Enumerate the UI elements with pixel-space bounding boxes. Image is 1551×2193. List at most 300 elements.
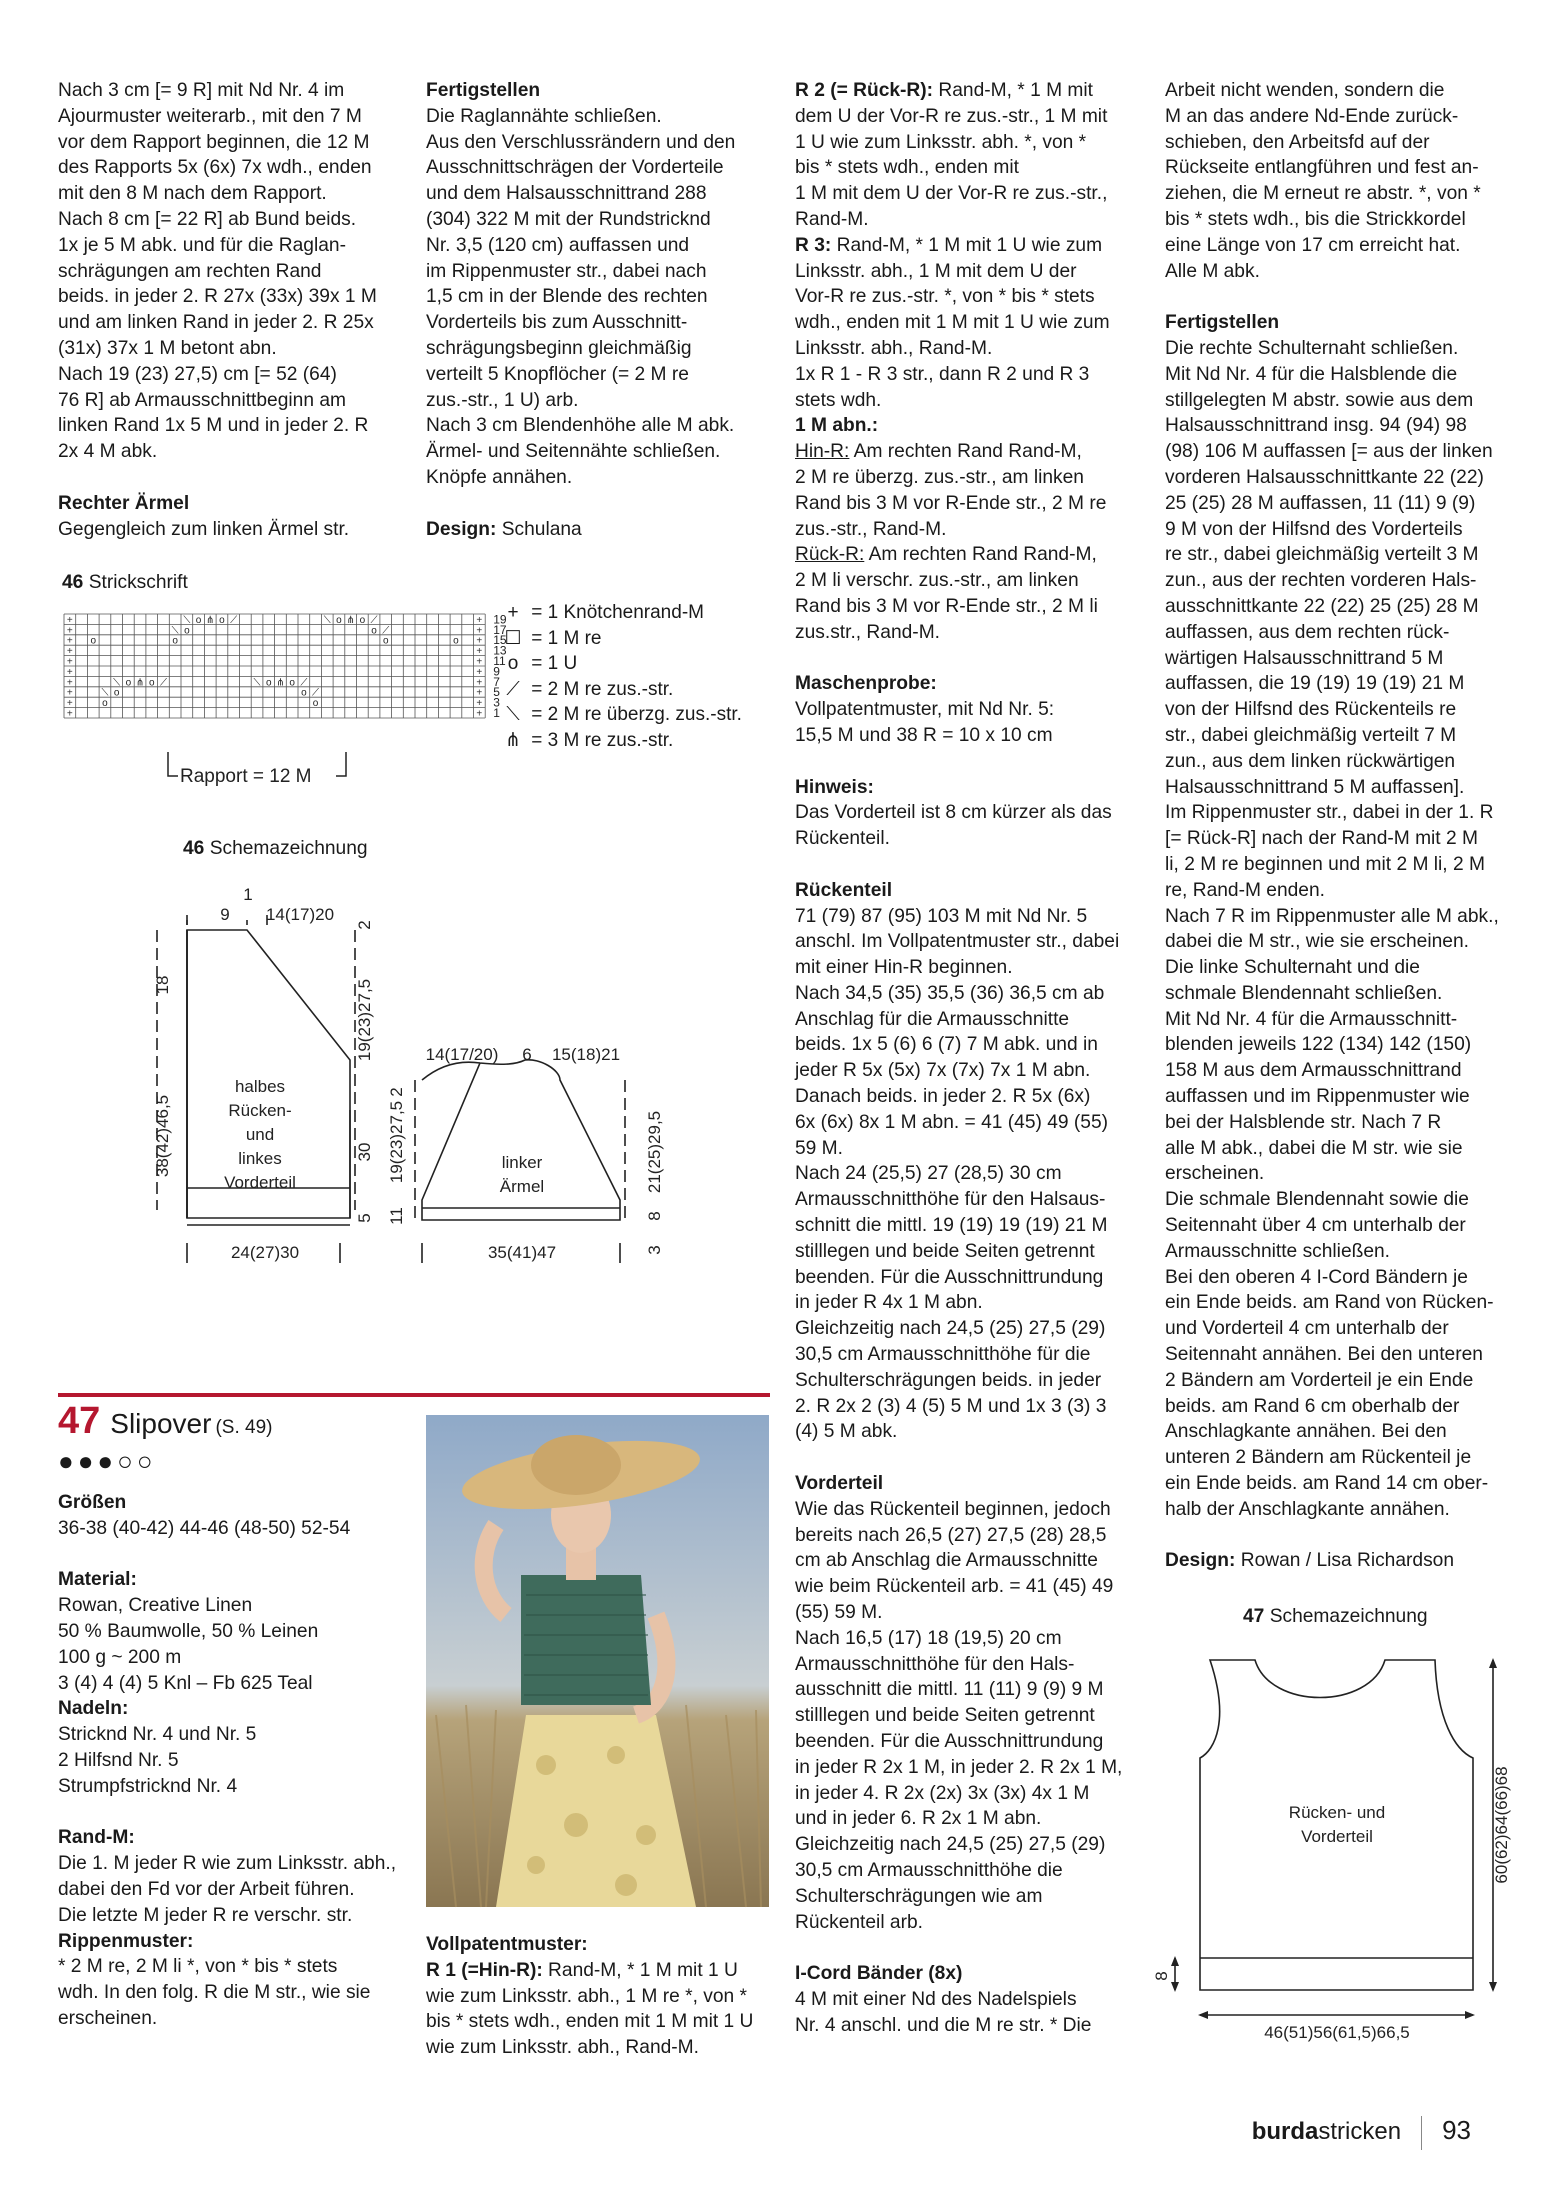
text-line: schrägungsbeginn gleichmäßig — [426, 337, 692, 359]
legend-item: + = 1 Knötchenrand-M — [507, 602, 704, 623]
model47-title — [58, 1400, 272, 1443]
text-line: jeder R 5x (5x) 7x (7x) 7x 1 M abn. — [795, 1060, 1091, 1082]
text-line: 2 M re überzg. zus.-str., am linken — [795, 466, 1084, 488]
chart-stitch-symbol: ⟋ — [382, 625, 390, 637]
text-line: Gleichzeitig nach 24,5 (25) 27,5 (29) — [795, 1834, 1106, 1856]
chart-stitch-symbol: o — [125, 677, 132, 689]
text-line: Nach 3 cm [= 9 R] mit Nd Nr. 4 im — [58, 80, 345, 101]
text-line: auffassen und im Rippenmuster wie — [1165, 1086, 1470, 1108]
vollpatent-line: wie zum Linksstr. abh., Rand-M. — [426, 2037, 699, 2059]
chart-row-number: 19 — [493, 612, 507, 627]
text-line: 100 g ~ 200 m — [58, 1646, 182, 1668]
text-line: Vorderteils bis zum Ausschnitt- — [426, 312, 688, 334]
chart-stitch-symbol: o — [336, 614, 342, 626]
text-line: bis * stets wdh., bis die Strickkordel — [1165, 208, 1466, 230]
section-heading: Rand-M: — [58, 1827, 135, 1849]
schema47-drawing — [1152, 1640, 1515, 2060]
chart-stitch-symbol: o — [184, 625, 190, 637]
text-line: Nach 8 cm [= 22 R] ab Bund beids. — [58, 208, 357, 230]
body-dim-right-bottom: 5 — [355, 1213, 374, 1223]
text-line: M an das andere Nd-Ende zurück- — [1165, 105, 1459, 127]
section-heading: Rippenmuster: — [58, 1930, 194, 1952]
chart-row-number: 17 — [493, 622, 507, 637]
legend-item: ⋔ = 3 M re zus.-str. — [505, 729, 674, 751]
text-line: schieben, den Arbeitsfd auf der — [1165, 131, 1430, 153]
schema46-drawing — [140, 880, 740, 1320]
vollpatent-heading: Vollpatentmuster: — [426, 1934, 588, 1955]
text-line: Armausschnitte schließen. — [1165, 1240, 1391, 1262]
text-line: stilllegen und beide Seiten getrennt — [795, 1240, 1095, 1262]
text-line: Aus den Verschlussrändern und den — [426, 131, 736, 153]
text-line: ausschnitt die mittl. 11 (11) 9 (9) 9 M — [795, 1679, 1104, 1701]
text-line: schrägungen am rechten Rand — [58, 260, 322, 282]
body-dim-left-upper: 18 — [153, 975, 172, 995]
chart-stitch-symbol: o — [382, 635, 389, 647]
text-line: ein Ende beids. am Rand 14 cm ober- — [1165, 1473, 1489, 1495]
body-dim-right-top: 2 — [355, 920, 374, 930]
text-line: Vollpatentmuster, mit Nd Nr. 5: — [795, 699, 1055, 721]
text-line: in jeder 4. R 2x (2x) 3x (3x) 4x 1 M — [795, 1782, 1090, 1804]
text-line: Seitennaht annähen. Bei den unteren — [1165, 1344, 1483, 1366]
text-line: Nach 3 cm Blendenhöhe alle M abk. — [426, 415, 735, 437]
text-line: unteren 2 Bändern am Rückenteil je — [1165, 1447, 1472, 1469]
text-line: ziehen, die M erneut re abstr. *, von * — [1165, 183, 1481, 205]
text-line: und in jeder 6. R 2x 1 M abn. — [795, 1808, 1042, 1830]
difficulty-dots: ●●●○○ — [58, 1446, 157, 1476]
sleeve-dim-top-right: 15(18)21 — [551, 1045, 621, 1064]
chart-stitch-symbol: o — [195, 614, 202, 626]
schema47-title: 47 Schemazeichnung — [1243, 1606, 1428, 1627]
text-line: Nach 16,5 (17) 18 (19,5) 20 cm — [795, 1627, 1062, 1649]
text-line: stilllegen und beide Seiten getrennt — [795, 1705, 1095, 1727]
maschenprobe-heading: Maschenprobe: — [795, 673, 937, 695]
text-line: anschl. Im Vollpatentmuster str., dabei — [795, 931, 1120, 953]
text-line: wdh. In den folg. R die M str., wie sie — [58, 1982, 371, 2004]
text-line: 71 (79) 87 (95) 103 M mit Nd Nr. 5 — [795, 905, 1088, 927]
text-line: 4 M mit einer Nd des Nadelspiels — [795, 1988, 1077, 2010]
abn-heading: 1 M abn.: — [795, 415, 879, 437]
text-line: auffassen, aus dem rechten rück- — [1165, 621, 1450, 643]
rueck-line: Rück-R: Am rechten Rand Rand-M, — [795, 544, 1097, 566]
chart-stitch-symbol: ⟍ — [323, 614, 331, 626]
text-line: 59 M. — [795, 1137, 843, 1159]
chart-edge-symbol: + — [476, 625, 483, 637]
text-line: 2 Hilfsnd Nr. 5 — [58, 1749, 179, 1771]
model-page-ref: (S. 49) — [215, 1417, 273, 1438]
chart-stitch-symbol: ⟋ — [300, 677, 308, 689]
chart-stitch-symbol: o — [312, 698, 319, 710]
text-line: Nach 24 (25,5) 27 (28,5) 30 cm — [795, 1163, 1062, 1185]
vorderteil-heading: Vorderteil — [795, 1473, 884, 1495]
chart-stitch-symbol: o — [219, 614, 225, 626]
text-line: wärtigen Halsausschnittrand 5 M — [1165, 647, 1444, 669]
section-heading: Größen — [58, 1492, 127, 1513]
text-line: verteilt 5 Knopflöcher (= 2 M re — [426, 363, 689, 385]
chart-stitch-symbol: ⋔ — [135, 677, 145, 689]
text-line: (4) 5 M abk. — [795, 1421, 898, 1443]
text-line: beids. in jeder 2. R 27x (33x) 39x 1 M — [58, 286, 377, 308]
text-line: beids. am Rand 6 cm oberhalb der — [1165, 1395, 1460, 1417]
text-line: von der Hilfsnd des Rückenteils re — [1165, 699, 1457, 721]
text-line: und Vorderteil 4 cm unterhalb der — [1165, 1318, 1449, 1340]
text-line: Armausschnitthöhe für den Halsaus- — [795, 1189, 1106, 1211]
text-line: dabei die M str., wie sie erscheinen. — [1165, 931, 1469, 953]
text-line: Alle M abk. — [1165, 260, 1260, 282]
text-line: Ärmel- und Seitennähte schließen. — [426, 441, 721, 463]
chart-edge-symbol: + — [66, 698, 73, 710]
chart-edge-symbol: + — [476, 698, 483, 710]
chart-stitch-symbol: o — [301, 687, 307, 699]
chart-stitch-symbol: ⟍ — [171, 625, 179, 637]
text-line: 1x je 5 M abk. und für die Raglan- — [58, 234, 346, 256]
body-dim-right-upper: 19(23)27,5 — [355, 978, 374, 1062]
text-line: cm ab Anschlag die Armausschnitte — [795, 1550, 1098, 1572]
chart-stitch-symbol: ⟍ — [101, 687, 109, 699]
text-line: stillgelegten M abstr. sowie aus dem — [1165, 389, 1474, 411]
chart-edge-symbol: + — [66, 666, 73, 678]
text-line: mit den 8 M nach dem Rapport. — [58, 183, 327, 205]
text-line: Die linke Schulternaht und die — [1165, 957, 1420, 979]
rechter-aermel-heading: Rechter Ärmel — [58, 492, 190, 514]
chart-edge-symbol: + — [66, 656, 73, 668]
chart-stitch-symbol: o — [371, 625, 377, 637]
rapport-label: Rapport = 12 M — [180, 766, 312, 787]
sleeve-dim-bottom: 35(41)47 — [487, 1243, 557, 1262]
text-line: Mit Nd Nr. 4 für die Halsblende die — [1165, 363, 1458, 385]
text-line: re, Rand-M enden. — [1165, 879, 1325, 901]
text-line: Rand bis 3 M vor R-Ende str., 2 M re — [795, 492, 1107, 514]
footer-brand: burda — [1251, 2118, 1319, 2145]
text-line: 76 R] ab Armausschnittbeginn am — [58, 389, 346, 411]
section-heading: Material: — [58, 1569, 137, 1591]
strickschrift-legend — [500, 600, 742, 754]
col2-top-lines — [426, 104, 776, 491]
chart-stitch-symbol: o — [148, 677, 155, 689]
text-line: Wie das Rückenteil beginnen, jedoch — [795, 1498, 1111, 1520]
col2-bottom — [426, 1932, 776, 2061]
text-line: Nr. 3,5 (120 cm) auffassen und — [426, 234, 690, 256]
col1-bottom — [58, 1490, 398, 2032]
text-line: 6x (6x) 8x 1 M abn. = 41 (45) 49 (55) — [795, 1111, 1109, 1133]
footer-separator — [1421, 2116, 1422, 2150]
text-line: Strumpfstricknd Nr. 4 — [58, 1775, 238, 1797]
chart-edge-symbol: + — [66, 687, 73, 699]
body-label-2: Rücken- — [228, 1101, 292, 1120]
chart-stitch-symbol: ⋔ — [276, 677, 285, 689]
text-line: 2. R 2x 2 (3) 4 (5) 5 M und 1x 3 (3) 3 — [795, 1395, 1107, 1417]
chart-edge-symbol: + — [476, 687, 483, 699]
chart-stitch-symbol: o — [359, 614, 366, 626]
chart-row-number: 5 — [493, 685, 500, 700]
text-line: zus.-str., Rand-M. — [795, 518, 947, 540]
rapport-marker — [160, 752, 380, 792]
text-line: bei der Halsblende str. Nach 7 R — [1165, 1111, 1442, 1133]
text-line: beids. 1x 5 (6) 6 (7) 7 M abk. und in — [795, 1034, 1098, 1056]
text-line: 2x 4 M abk. — [58, 441, 158, 463]
chart-edge-symbol: + — [476, 708, 483, 720]
chart-stitch-symbol: ⟋ — [159, 677, 167, 689]
section-heading: Nadeln: — [58, 1698, 129, 1720]
body-dim-right-mid: 30 — [355, 1142, 374, 1162]
text-line: li, 2 M re beginnen und mit 2 M li, 2 M — [1165, 853, 1485, 875]
model-name: Slipover — [110, 1408, 212, 1439]
schema47-dim-left: 8 — [1152, 1971, 1171, 1981]
design-schulana: Design: Schulana — [426, 518, 582, 540]
text-line: Gleichzeitig nach 24,5 (25) 27,5 (29) — [795, 1318, 1106, 1340]
text-line: des Rapports 5x (6x) 7x wdh., enden — [58, 157, 372, 179]
fertigstellen-heading-2: Fertigstellen — [1165, 312, 1280, 334]
text-line: Rückenteil. — [795, 828, 890, 850]
body-dim-top-right: 14(17)20 — [265, 905, 335, 924]
text-line: (98) 106 M auffassen [= aus der linken — [1165, 441, 1493, 463]
strickschrift-chart — [60, 610, 540, 730]
text-line: in jeder R 2x 1 M, in jeder 2. R 2x 1 M, — [795, 1756, 1123, 1778]
sleeve-label-2: Ärmel — [499, 1177, 545, 1196]
r3-line: R 3: Rand-M, * 1 M mit 1 U wie zum — [795, 234, 1103, 256]
page-number: 93 — [1442, 2115, 1471, 2145]
chart-edge-symbol: + — [476, 656, 483, 668]
text-line: zus.str., Rand-M. — [795, 621, 941, 643]
text-line: stets wdh. — [795, 389, 882, 411]
chart-row-number: 13 — [493, 643, 507, 658]
chart-stitch-symbol: o — [90, 635, 97, 647]
text-line: Die letzte M jeder R re verschr. str. — [58, 1904, 353, 1926]
text-line: dabei den Fd vor der Arbeit führen. — [58, 1878, 355, 1900]
text-line: Die Raglannähte schließen. — [426, 105, 662, 127]
text-line: Mit Nd Nr. 4 für die Armausschnitt- — [1165, 1008, 1458, 1030]
text-line: bis * stets wdh., enden mit — [795, 157, 1019, 179]
text-line: 1 U wie zum Linksstr. abh. *, von * — [795, 131, 1087, 153]
chart-edge-symbol: + — [66, 708, 73, 720]
text-line: Danach beids. in jeder 2. R 5x (6x) — [795, 1086, 1091, 1108]
text-line: dem U der Vor-R re zus.-str., 1 M mit — [795, 105, 1108, 127]
text-line: zun., aus der rechten vorderen Hals- — [1165, 570, 1477, 592]
schema47-label-1: Rücken- und — [1288, 1803, 1386, 1822]
text-line: wdh., enden mit 1 M mit 1 U wie zum — [795, 312, 1110, 334]
text-line: Ausschnittschrägen der Vorderteile — [426, 157, 724, 179]
body-dim-bottom: 24(27)30 — [230, 1243, 300, 1262]
chart-stitch-symbol: ⋔ — [206, 614, 215, 626]
r2-line: R 2 (= Rück-R): Rand-M, * 1 M mit — [795, 80, 1093, 101]
model-photo — [426, 1415, 769, 1907]
text-line: Linksstr. abh., Rand-M. — [795, 337, 993, 359]
text-line: (31x) 37x 1 M betont abn. — [58, 337, 277, 359]
footer — [1252, 2115, 1471, 2150]
sleeve-dim-top-mid: 6 — [522, 1045, 532, 1064]
legend-item: ☐ = 1 M re — [504, 627, 602, 649]
text-line: 9 M von der Hilfsnd des Vorderteils — [1165, 518, 1463, 540]
text-line: schnitt die mittl. 19 (19) 19 (19) 21 M — [795, 1215, 1108, 1237]
schema47-dim-bottom: 46(51)56(61,5)66,5 — [1264, 2023, 1410, 2042]
chart-stitch-symbol: o — [113, 687, 120, 699]
chart-stitch-symbol: ⟋ — [230, 614, 238, 626]
text-line: 1 M mit dem U der Vor-R re zus.-str., — [795, 183, 1108, 205]
text-line: 158 M aus dem Armausschnittrand — [1165, 1060, 1462, 1082]
body-dim-top-left: 9 — [220, 905, 230, 924]
chart-stitch-symbol: ⟍ — [113, 677, 121, 689]
chart-row-number: 1 — [493, 706, 500, 720]
schema47-dim-right: 60(62)64(66)68 — [1492, 1766, 1511, 1884]
text-line: Rowan, Creative Linen — [58, 1595, 253, 1617]
hinweis-heading: Hinweis: — [795, 776, 874, 798]
sleeve-dim-left-bottom: 11 — [387, 1207, 406, 1225]
chart-row-number: 3 — [493, 695, 500, 710]
section-divider — [58, 1393, 770, 1397]
text-line: ausschnittkante 22 (22) 25 (25) 28 M — [1165, 595, 1479, 617]
schema47-label-2: Vorderteil — [1301, 1827, 1373, 1846]
col1-top — [58, 78, 398, 542]
text-line: halb der Anschlagkante annähen. — [1165, 1498, 1450, 1520]
text-line: wie beim Rückenteil arb. = 41 (45) 49 — [795, 1576, 1114, 1598]
text-line: Arbeit nicht wenden, sondern die — [1165, 80, 1445, 101]
text-line: Halsausschnittrand 5 M auffassen]. — [1165, 776, 1465, 798]
vollpatent-line: wie zum Linksstr. abh., 1 M re *, von * — [426, 1985, 747, 2007]
text-line: Das Vorderteil ist 8 cm kürzer als das — [795, 802, 1112, 824]
chart-stitch-symbol: ⋔ — [346, 614, 355, 626]
footer-brand-2: stricken — [1318, 2118, 1402, 2145]
col4 — [1165, 78, 1515, 1574]
chart-row-number: 15 — [493, 633, 507, 648]
text-line: Knöpfe annähen. — [426, 466, 573, 488]
text-line: Halsausschnittrand insg. 94 (94) 98 — [1165, 415, 1467, 437]
legend-item: o = 1 U — [507, 653, 578, 675]
text-line: Nach 19 (23) 27,5) cm [= 52 (64) — [58, 363, 337, 385]
chart-stitch-symbol: o — [289, 677, 295, 689]
text-line: Rand bis 3 M vor R-Ende str., 2 M li — [795, 595, 1098, 617]
chart-stitch-symbol: ⟋ — [370, 614, 378, 626]
body-label-1: halbes — [234, 1077, 286, 1096]
chart-edge-symbol: + — [66, 646, 73, 658]
chart-stitch-symbol: ⟍ — [253, 677, 261, 689]
text-line: (55) 59 M. — [795, 1602, 883, 1624]
chart-edge-symbol: + — [66, 614, 73, 626]
strickschrift-title: 46 Strickschrift — [62, 572, 188, 593]
sleeve-dim-right-bottom: 3 — [645, 1245, 664, 1255]
text-line: blenden jeweils 122 (134) 142 (150) — [1165, 1034, 1472, 1056]
text-line: * 2 M re, 2 M li *, von * bis * stets — [58, 1956, 338, 1978]
text-line: Armausschnitthöhe für den Hals- — [795, 1653, 1075, 1675]
chart-edge-symbol: + — [476, 635, 483, 647]
icord-heading: I-Cord Bänder (8x) — [795, 1963, 963, 1985]
text-line: ein Ende beids. am Rand von Rücken- — [1165, 1292, 1494, 1314]
text-line: und dem Halsausschnittrand 288 — [426, 183, 707, 205]
text-line: Linksstr. abh., 1 M mit dem U der — [795, 260, 1077, 282]
chart-edge-symbol: + — [476, 646, 483, 658]
chart-stitch-symbol: ⟋ — [312, 687, 320, 699]
vollpatent-line: bis * stets wdh., enden mit 1 M mit 1 U — [426, 2011, 754, 2033]
chart-row-number: 7 — [493, 674, 500, 689]
sleeve-dim-right-mid: 8 — [645, 1211, 664, 1221]
text-line: 3 (4) 4 (4) 5 Knl – Fb 625 Teal — [58, 1672, 313, 1694]
body-dim-top-one: 1 — [243, 885, 253, 904]
text-line: bereits nach 26,5 (27) 27,5 (28) 28,5 — [795, 1524, 1107, 1546]
text-line: Vor-R re zus.-str. *, von * bis * stets — [795, 286, 1095, 308]
chart-edge-symbol: + — [66, 677, 73, 689]
text-line: Nr. 4 anschl. und die M re str. * Die — [795, 2014, 1092, 2036]
hin-line: Hin-R: Am rechten Rand Rand-M, — [795, 441, 1082, 463]
col1-top-lines — [58, 78, 398, 465]
text-line: 2 Bändern am Vorderteil je ein Ende — [1165, 1369, 1474, 1391]
rechter-aermel-text: Gegengleich zum linken Ärmel str. — [58, 518, 350, 540]
model-number: 47 — [58, 1400, 101, 1442]
text-line: Anschlagkante annähen. Bei den — [1165, 1421, 1447, 1443]
text-line: zus.-str., 1 U) arb. — [426, 389, 579, 411]
sleeve-dim-right-upper: 21(25)29,5 — [645, 1110, 664, 1194]
text-line: 25 (25) 28 M auffassen, 11 (11) 9 (9) — [1165, 492, 1476, 514]
text-line: 36-38 (40-42) 44-46 (48-50) 52-54 — [58, 1517, 351, 1539]
text-line: schmale Blendennaht schließen. — [1165, 982, 1443, 1004]
text-line: alle M abk., dabei die M str. wie sie — [1165, 1137, 1463, 1159]
schema46-title: 46 Schemazeichnung — [183, 838, 368, 859]
text-line: zun., aus dem linken rückwärtigen — [1165, 750, 1456, 772]
text-line: re str., dabei gleichmäßig verteilt 3 M — [1165, 544, 1479, 566]
chart-edge-symbol: + — [476, 677, 483, 689]
text-line: Ajourmuster weiterarb., mit den 7 M — [58, 105, 362, 127]
chart-row-number: 9 — [493, 664, 500, 679]
text-line: Die rechte Schulternaht schließen. — [1165, 337, 1459, 359]
text-line: in jeder R 4x 1 M abn. — [795, 1292, 983, 1314]
text-line: 1,5 cm in der Blende des rechten — [426, 286, 708, 308]
legend-item: ⟍ = 2 M re überzg. zus.-str. — [506, 704, 742, 726]
text-line: Die schmale Blendennaht sowie die — [1165, 1189, 1469, 1211]
rueckenteil-heading: Rückenteil — [795, 879, 893, 901]
legend-item: ⟋ = 2 M re zus.-str. — [506, 678, 674, 700]
sleeve-dim-left-top: 2 — [387, 1087, 406, 1097]
text-line: im Rippenmuster str., dabei nach — [426, 260, 707, 282]
sleeve-dim-top-left: 14(17/20) — [425, 1045, 499, 1064]
vollpatent-r1: R 1 (=Hin-R): Rand-M, * 1 M mit 1 U — [426, 1959, 738, 1981]
text-line: Anschlag für die Armausschnitte — [795, 1008, 1070, 1030]
chart-stitch-symbol: o — [102, 698, 108, 710]
text-line: beenden. Für die Ausschnittrundung — [795, 1266, 1104, 1288]
col2-top — [426, 78, 776, 542]
chart-stitch-symbol: o — [172, 635, 178, 647]
sleeve-label-1: linker — [501, 1153, 543, 1172]
chart-edge-symbol: + — [66, 625, 73, 637]
chart-edge-symbol: + — [476, 614, 483, 626]
text-line: erscheinen. — [58, 2007, 158, 2029]
body-label-5: Vorderteil — [224, 1173, 296, 1192]
text-line: Die 1. M jeder R wie zum Linksstr. abh., — [58, 1853, 397, 1875]
text-line: eine Länge von 17 cm erreicht hat. — [1165, 234, 1461, 256]
text-line: 30,5 cm Armausschnitthöhe für die — [795, 1344, 1091, 1366]
chart-row-number: 11 — [493, 654, 506, 668]
chart-stitch-symbol: o — [265, 677, 272, 689]
text-line: 30,5 cm Armausschnitthöhe die — [795, 1859, 1063, 1881]
col3 — [795, 78, 1145, 2039]
text-line: mit einer Hin-R beginnen. — [795, 957, 1013, 979]
text-line: Nach 34,5 (35) 35,5 (36) 36,5 cm ab — [795, 982, 1105, 1004]
body-label-3: und — [245, 1125, 275, 1144]
text-line: erscheinen. — [1165, 1163, 1265, 1185]
design-rowan: Design: Rowan / Lisa Richardson — [1165, 1550, 1455, 1572]
text-line: vor dem Rapport beginnen, die 12 M — [58, 131, 370, 153]
chart-edge-symbol: + — [66, 635, 73, 647]
text-line: vorderen Halsausschnittkante 22 (22) — [1165, 466, 1484, 488]
text-line: Stricknd Nr. 4 und Nr. 5 — [58, 1724, 257, 1746]
text-line: 15,5 M und 38 R = 10 x 10 cm — [795, 724, 1053, 746]
text-line: [= Rück-R] nach der Rand-M mit 2 M — [1165, 828, 1478, 850]
text-line: Rückseite entlangführen und fest an- — [1165, 157, 1479, 179]
text-line: Bei den oberen 4 I-Cord Bändern je — [1165, 1266, 1468, 1288]
text-line: Rückenteil arb. — [795, 1911, 923, 1933]
text-line: und am linken Rand in jeder 2. R 25x — [58, 312, 374, 334]
chart-edge-symbol: + — [476, 666, 483, 678]
chart-stitch-symbol: ⟍ — [183, 614, 191, 626]
text-line: Im Rippenmuster str., dabei in der 1. R — [1165, 802, 1494, 824]
text-line: (304) 322 M mit der Rundstricknd — [426, 208, 711, 230]
text-line: Schulterschrägungen beids. in jeder — [795, 1369, 1102, 1391]
